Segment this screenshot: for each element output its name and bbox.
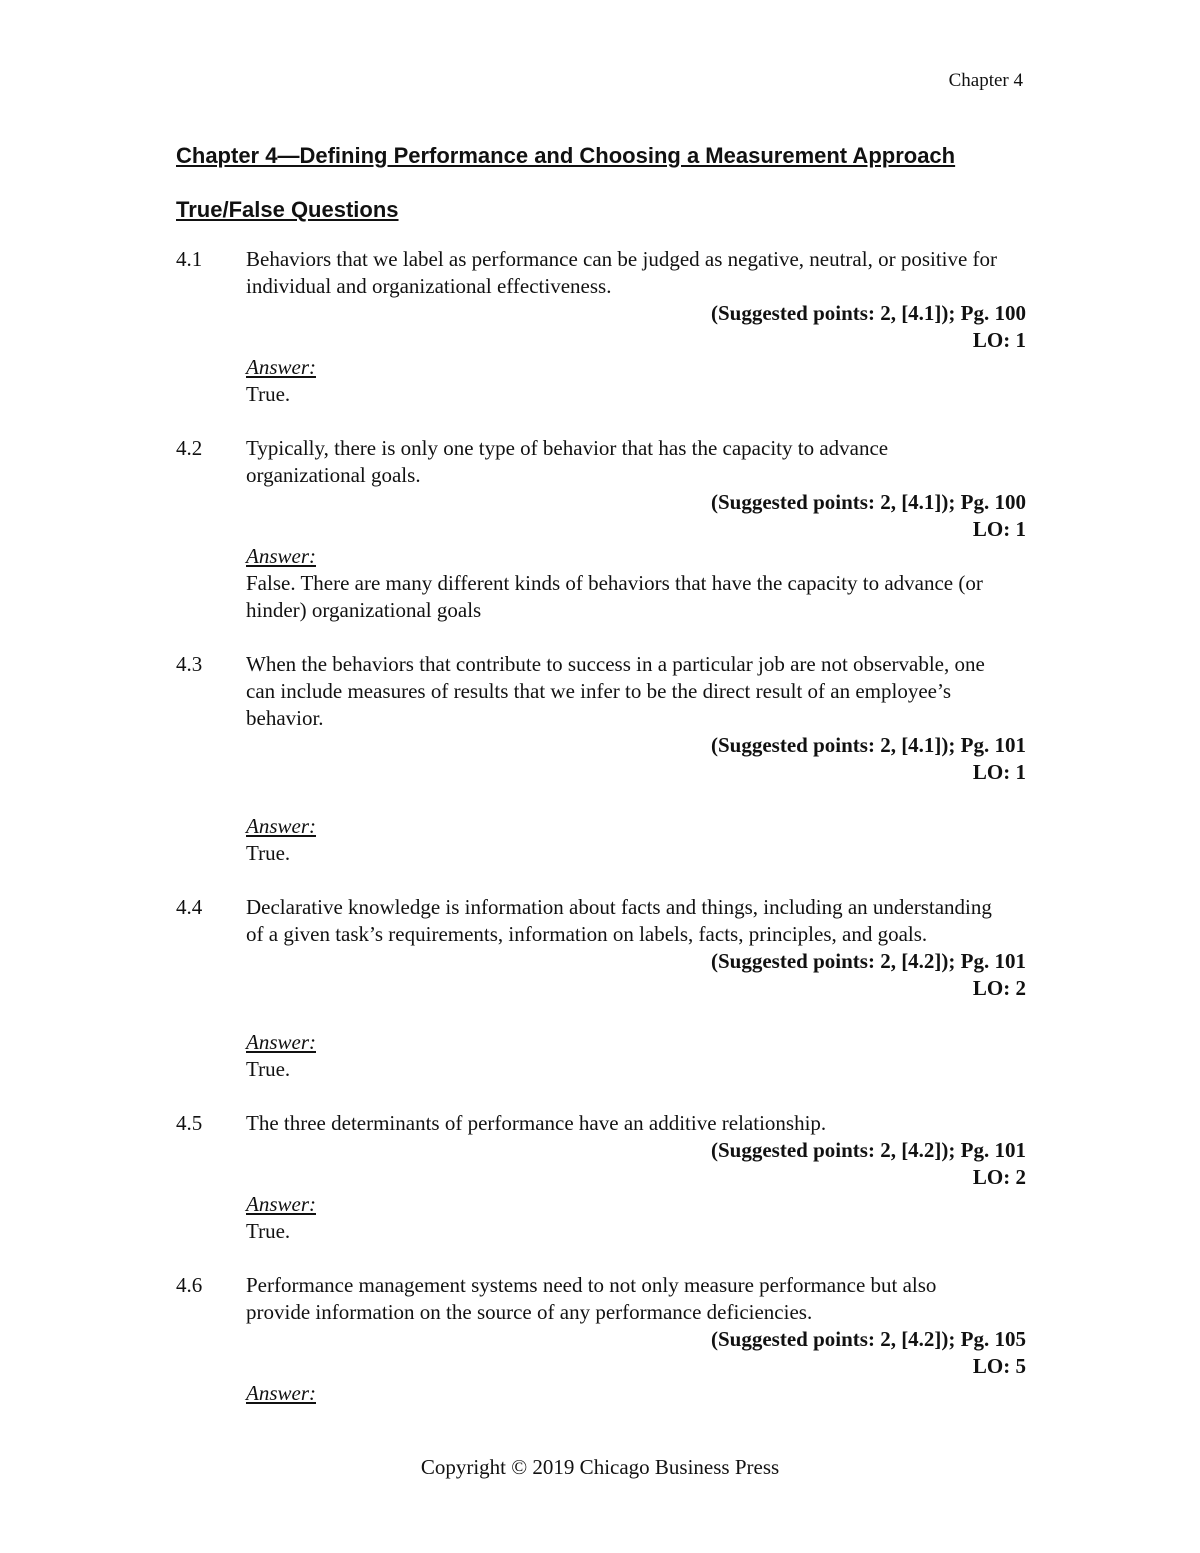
question-number: 4.2 [176,436,203,460]
answer-label: Answer: [246,544,316,568]
question-text: Declarative knowledge is information about facts and things, including an understanding of a given task’s requirements, information on labels, facts, principles, and goals. [246,895,992,946]
question-text: Typically, there is only one type of behavior that has the capacity to advance organizational goals. [246,436,889,487]
question-points: (Suggested points: 2, [4.1]); Pg. 101 [711,733,1026,757]
question-points: (Suggested points: 2, [4.2]); Pg. 105 [711,1327,1026,1351]
question-points: (Suggested points: 2, [4.2]); Pg. 101 [711,1138,1026,1162]
answer-text: True. [246,382,291,406]
question-text: Performance management systems need to not only measure performance but also provide information on the source of any performance deficiencies. [246,1273,937,1324]
question-lo: LO: 1 [972,328,1026,352]
question-text: When the behaviors that contribute to success in a particular job are not observable, one can include measures of results that we infer to be the direct result of an employee’s behavior. [246,652,985,730]
question-answer [246,543,1026,624]
question-number: 4.1 [176,247,203,271]
question-answer [246,1029,1026,1083]
question-item [176,651,1026,867]
question-answer [246,1380,1026,1407]
copyright-footer: Copyright © 2019 Chicago Business Press [420,1455,780,1479]
page-content [176,140,1026,1434]
answer-text: True. [246,1057,291,1081]
question-text: Behaviors that we label as performance can be judged as negative, neutral, or positive for individual and organizational effectiveness. [246,247,998,298]
question-lo: LO: 2 [972,1165,1026,1189]
question-points: (Suggested points: 2, [4.1]); Pg. 100 [711,490,1026,514]
answer-text: False. There are many different kinds of behaviors that have the capacity to advance (or hinder) organizational goals [246,571,983,622]
question-item [176,435,1026,624]
answer-label: Answer: [246,355,316,379]
question-answer [246,354,1026,408]
section-title: True/False Questions [176,197,399,222]
question-item [176,1272,1026,1407]
question-text: The three determinants of performance have an additive relationship. [246,1111,827,1135]
question-list [176,246,1026,1407]
question-item [176,894,1026,1083]
question-answer [246,813,1026,867]
question-points: (Suggested points: 2, [4.1]); Pg. 100 [711,301,1026,325]
question-points: (Suggested points: 2, [4.2]); Pg. 101 [711,949,1026,973]
question-answer [246,1191,1026,1245]
question-number: 4.5 [176,1111,203,1135]
question-lo: LO: 1 [972,517,1026,541]
answer-label: Answer: [246,814,316,838]
answer-label: Answer: [246,1030,316,1054]
question-lo: LO: 1 [972,760,1026,784]
question-number: 4.4 [176,895,203,919]
question-lo: LO: 2 [972,976,1026,1000]
answer-label: Answer: [246,1192,316,1216]
question-item [176,1110,1026,1245]
question-item [176,246,1026,408]
answer-text: True. [246,841,291,865]
chapter-title: Chapter 4—Defining Performance and Choosing a Measurement Approach [176,143,956,168]
question-number: 4.6 [176,1273,203,1297]
question-number: 4.3 [176,652,203,676]
answer-text: True. [246,1219,291,1243]
answer-label: Answer: [246,1381,316,1405]
running-header: Chapter 4 [948,70,1023,91]
question-lo: LO: 5 [972,1354,1026,1378]
